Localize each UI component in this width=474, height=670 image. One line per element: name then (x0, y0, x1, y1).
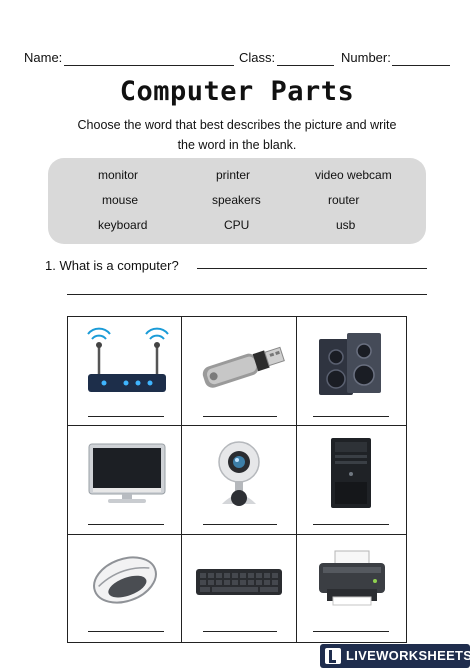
word-bank-item: keyboard (98, 218, 148, 232)
instructions (40, 115, 434, 155)
class-blank[interactable] (277, 65, 334, 66)
picture-cell-mouse (68, 535, 182, 642)
cpu-tower-icon (297, 426, 406, 535)
picture-cell-keyboard (182, 535, 297, 642)
picture-answer-blank[interactable] (313, 631, 389, 632)
answer-line-1[interactable] (197, 268, 427, 269)
name-label: Name: (24, 50, 63, 65)
number-label: Number: (341, 50, 391, 65)
monitor-icon (68, 426, 182, 535)
picture-answer-blank[interactable] (313, 416, 389, 417)
keyboard-icon (182, 535, 297, 642)
word-bank (48, 158, 426, 244)
answer-line-2[interactable] (67, 294, 427, 295)
picture-answer-blank[interactable] (88, 524, 164, 525)
picture-answer-blank[interactable] (203, 524, 277, 525)
instructions-line-1: Choose the word that best describes the picture and write (77, 118, 397, 132)
router-icon (68, 317, 182, 426)
word-bank-item: CPU (224, 218, 250, 232)
picture-answer-blank[interactable] (88, 631, 164, 632)
word-bank-item: speakers (212, 193, 261, 207)
student-info-header (24, 50, 454, 70)
picture-answer-blank[interactable] (88, 416, 164, 417)
liveworksheets-logo-icon (325, 648, 341, 664)
word-bank-item: video webcam (315, 168, 392, 182)
question-text: 1. What is a computer? (45, 258, 179, 273)
liveworksheets-badge[interactable] (320, 644, 473, 668)
picture-grid (67, 316, 407, 643)
usb-drive-icon (182, 317, 297, 426)
picture-cell-usb (182, 317, 297, 426)
word-bank-item: usb (336, 218, 356, 232)
picture-cell-webcam (182, 426, 297, 535)
name-blank[interactable] (64, 65, 234, 66)
picture-cell-router (68, 317, 182, 426)
picture-answer-blank[interactable] (203, 416, 277, 417)
brand-text: LIVEWORKSHEETS (346, 648, 473, 663)
picture-cell-cpu (297, 426, 406, 535)
picture-cell-printer (297, 535, 406, 642)
word-bank-item: printer (216, 168, 251, 182)
picture-cell-monitor (68, 426, 182, 535)
webcam-icon (182, 426, 297, 535)
word-bank-item: monitor (98, 168, 139, 182)
word-bank-item: router (328, 193, 360, 207)
printer-icon (297, 535, 406, 642)
picture-answer-blank[interactable] (313, 524, 389, 525)
picture-answer-blank[interactable] (203, 631, 277, 632)
page-title: Computer Parts (119, 76, 355, 107)
instructions-line-2: the word in the blank. (177, 138, 297, 152)
number-blank[interactable] (392, 65, 450, 66)
mouse-icon (68, 535, 182, 642)
picture-cell-speakers (297, 317, 406, 426)
class-label: Class: (239, 50, 276, 65)
speakers-icon (297, 317, 406, 426)
word-bank-item: mouse (102, 193, 139, 207)
